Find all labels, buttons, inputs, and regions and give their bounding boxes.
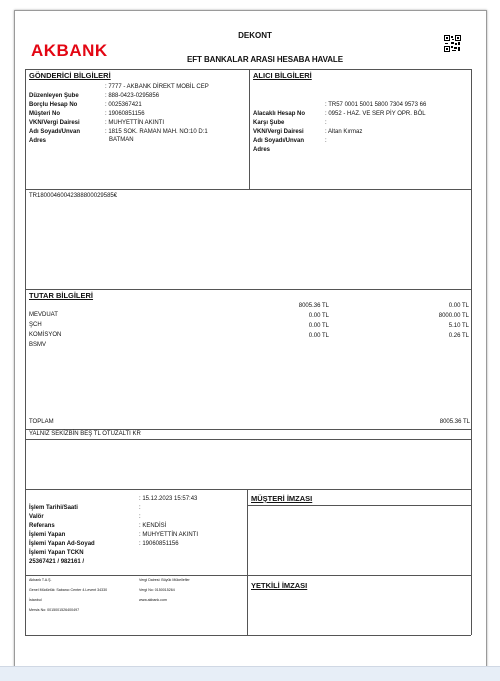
viewer-bottom-bar — [0, 666, 500, 681]
transaction-value: : — [139, 514, 141, 520]
footer-left — [29, 578, 107, 618]
amount-label: BSMV — [29, 342, 47, 348]
receiver-value: : TR57 0001 5001 5800 7304 9573 66 — [325, 102, 427, 108]
sender-value: : 888-0423-0295856 — [105, 93, 160, 99]
amounts-section-title: TUTAR BİLGİLERİ — [29, 291, 94, 300]
sender-label: Borçlu Hesap No — [29, 102, 78, 108]
receiver-label: Karşı Şube — [253, 120, 285, 126]
receiver-label: Adres — [253, 147, 271, 153]
footer-right-line: Vergi No: 0150015264 — [139, 588, 175, 592]
amount-left: 8005.36 TL — [298, 303, 329, 309]
amount-label: KOMİSYON — [29, 332, 62, 338]
transaction-value: : MUHYETTİN AKINTI — [139, 532, 199, 538]
transaction-value: : — [139, 505, 141, 511]
transaction-value: : 19060851156 — [139, 541, 179, 547]
footer-left-line: Akbank T.A.Ş. — [29, 578, 52, 582]
sender-label: VKN/Vergi Dairesi — [29, 120, 80, 126]
transaction-label: İşlem Tarihi/Saati — [29, 505, 78, 511]
customer-signature-title: MÜŞTERİ İMZASI — [251, 494, 313, 503]
receiver-section-title: ALICI BİLGİLERİ — [253, 71, 312, 80]
amount-in-words: YALNIZ SEKİZBİN BEŞ TL OTUZALTI KR — [29, 431, 141, 437]
footer-left-line: Genel Müdürlük: Sabancı Center 4.Levent 34330 — [29, 588, 108, 592]
sender-label: Adı Soyadı/Unvan — [29, 129, 81, 135]
sender-label: Adres — [29, 138, 47, 144]
receipt-page — [14, 10, 487, 668]
total-label: TOPLAM — [29, 419, 54, 425]
receiver-label: Alacaklı Hesap No — [253, 111, 306, 117]
footer-left-line: İstanbul — [29, 598, 42, 602]
amount-right: 0.00 TL — [448, 303, 469, 309]
receiver-value: : Altan Kırmaz — [325, 129, 363, 135]
reference-code: TR18000460042388800029585€ — [29, 193, 118, 199]
total-value: 8005.36 TL — [439, 419, 470, 425]
transaction-label: İşlemi Yapan — [29, 532, 66, 538]
amount-label: ŞCH — [29, 322, 42, 328]
transaction-ref-number: 25367421 / 982161 / — [29, 559, 85, 565]
amount-left: 0.00 TL — [308, 323, 329, 329]
receiver-label: VKN/Vergi Dairesi — [253, 129, 304, 135]
sender-value: : 0025367421 — [105, 102, 142, 108]
receiver-label: Adı Soyadı/Unvan — [253, 138, 305, 144]
transaction-label: Referans — [29, 523, 55, 529]
footer-left-line: Mersis No: 0015001526400497 — [29, 608, 80, 612]
amount-label: MEVDUAT — [29, 312, 58, 318]
akbank-logo: AKBANK — [31, 41, 108, 60]
transaction-value: : 15.12.2023 15:57:43 — [139, 496, 198, 502]
sender-value: : 19060851156 — [105, 111, 145, 117]
receiver-value: : — [325, 138, 327, 144]
amounts-table — [29, 303, 469, 348]
receiver-value: : 0952 - HAZ. VE SER PİY OPR. BÖL — [325, 111, 426, 117]
receiver-details — [253, 102, 427, 153]
document-subtitle: EFT BANKALAR ARASI HESABA HAVALE — [187, 55, 343, 64]
sender-value: : MUHYETTİN AKINTI — [105, 120, 165, 126]
transaction-label: İşlemi Yapan Ad-Soyad — [29, 541, 95, 547]
footer-right-line: www.akbank.com — [139, 598, 167, 602]
transaction-label: Valör — [29, 514, 44, 520]
footer-right-line: Vergi Dairesi: Büyük Mükellefler — [139, 578, 190, 582]
authorized-signature-title: YETKİLİ İMZASI — [251, 581, 308, 590]
amount-right: 0.26 TL — [448, 333, 469, 339]
amount-right: 8000.00 TL — [438, 313, 469, 319]
receiver-value: : — [325, 120, 327, 126]
sender-value: : 7777 - AKBANK DİREKT MOBİL CEP — [105, 84, 209, 90]
sender-label: Müşteri No — [29, 111, 61, 117]
sender-address-line2: BATMAN — [109, 137, 134, 143]
qr-code-icon — [444, 35, 461, 52]
amount-right: 5.10 TL — [448, 323, 469, 329]
sender-value: : 1815 SOK. RAMAN MAH. NO:10 D:1 — [105, 129, 208, 135]
document-title: DEKONT — [238, 31, 272, 40]
sender-section-title: GÖNDERİCİ BİLGİLERİ — [29, 71, 111, 80]
amount-left: 0.00 TL — [308, 313, 329, 319]
sender-details — [29, 84, 209, 145]
sender-label: Düzenleyen Şube — [29, 93, 79, 99]
transaction-details — [29, 496, 199, 565]
transaction-value: : KENDİSİ — [139, 523, 167, 529]
amount-left: 0.00 TL — [308, 333, 329, 339]
transaction-label: İşlemi Yapan TCKN — [29, 550, 84, 556]
footer-right — [139, 578, 190, 608]
